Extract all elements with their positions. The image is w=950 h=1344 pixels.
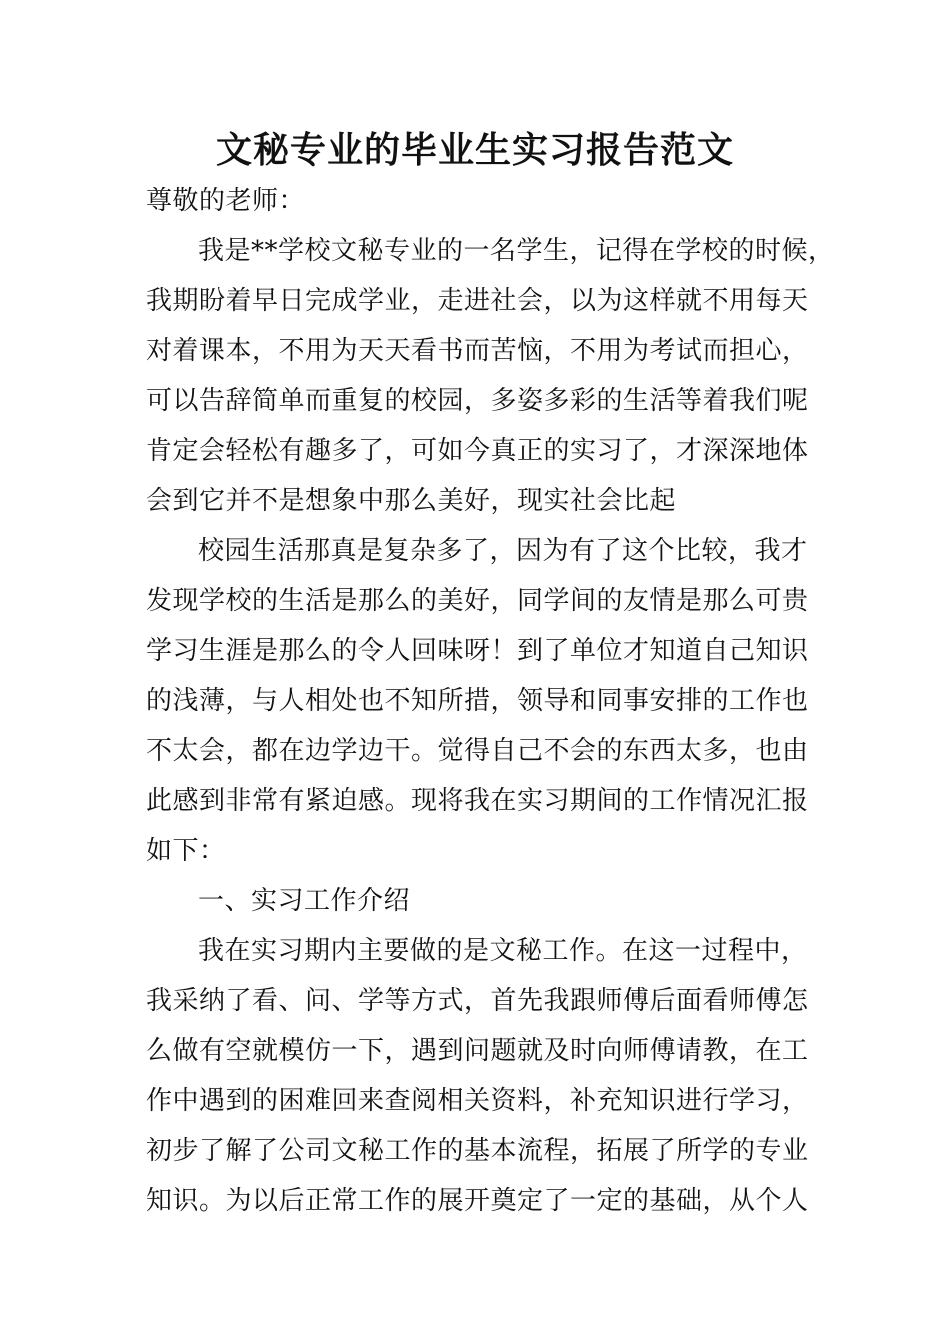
paragraph-line: 的浅薄，与人相处也不知所措，领导和同事安排的工作也 [146, 686, 809, 716]
paragraph-line: 知识。为以后正常工作的展开奠定了一定的基础，从个人 [146, 1186, 809, 1216]
paragraph-line: 作中遇到的困难回来查阅相关资料，补充知识进行学习， [146, 1086, 809, 1116]
paragraph-line: 么做有空就模仿一下，遇到问题就及时向师傅请教，在工 [146, 1036, 809, 1066]
salutation: 尊敬的老师： [146, 186, 306, 216]
paragraph-line: 校园生活那真是复杂多了，因为有了这个比较，我才 [198, 536, 808, 566]
paragraph-line: 我期盼着早日完成学业，走进社会，以为这样就不用每天 [146, 286, 809, 316]
document-title: 文秘专业的毕业生实习报告范文 [215, 130, 734, 171]
paragraph-line: 可以告辞简单而重复的校园，多姿多彩的生活等着我们呢 [146, 386, 809, 416]
paragraph-line: 初步了解了公司文秘工作的基本流程，拓展了所学的专业 [146, 1136, 809, 1166]
paragraph-line: 我是**学校文秘专业的一名学生，记得在学校的时候， [198, 236, 835, 266]
paragraph-line: 此感到非常有紧迫感。现将我在实习期间的工作情况汇报 [146, 786, 809, 816]
paragraph-line: 发现学校的生活是那么的美好，同学间的友情是那么可贵 [146, 586, 809, 616]
paragraph-line: 对着课本，不用为天天看书而苦恼，不用为考试而担心， [146, 336, 809, 366]
paragraph-line: 学习生涯是那么的令人回味呀！到了单位才知道自己知识 [146, 636, 809, 666]
paragraph-line: 会到它并不是想象中那么美好，现实社会比起 [146, 486, 677, 516]
paragraph-line: 我在实习期内主要做的是文秘工作。在这一过程中， [198, 936, 808, 966]
section-heading: 一、实习工作介绍 [198, 886, 411, 916]
paragraph-line: 不太会，都在边学边干。觉得自己不会的东西太多，也由 [146, 736, 809, 766]
paragraph-line: 肯定会轻松有趣多了，可如今真正的实习了，才深深地体 [146, 436, 809, 466]
paragraph-line: 我采纳了看、问、学等方式，首先我跟师傅后面看师傅怎 [146, 986, 809, 1016]
paragraph-line: 如下： [146, 836, 226, 866]
